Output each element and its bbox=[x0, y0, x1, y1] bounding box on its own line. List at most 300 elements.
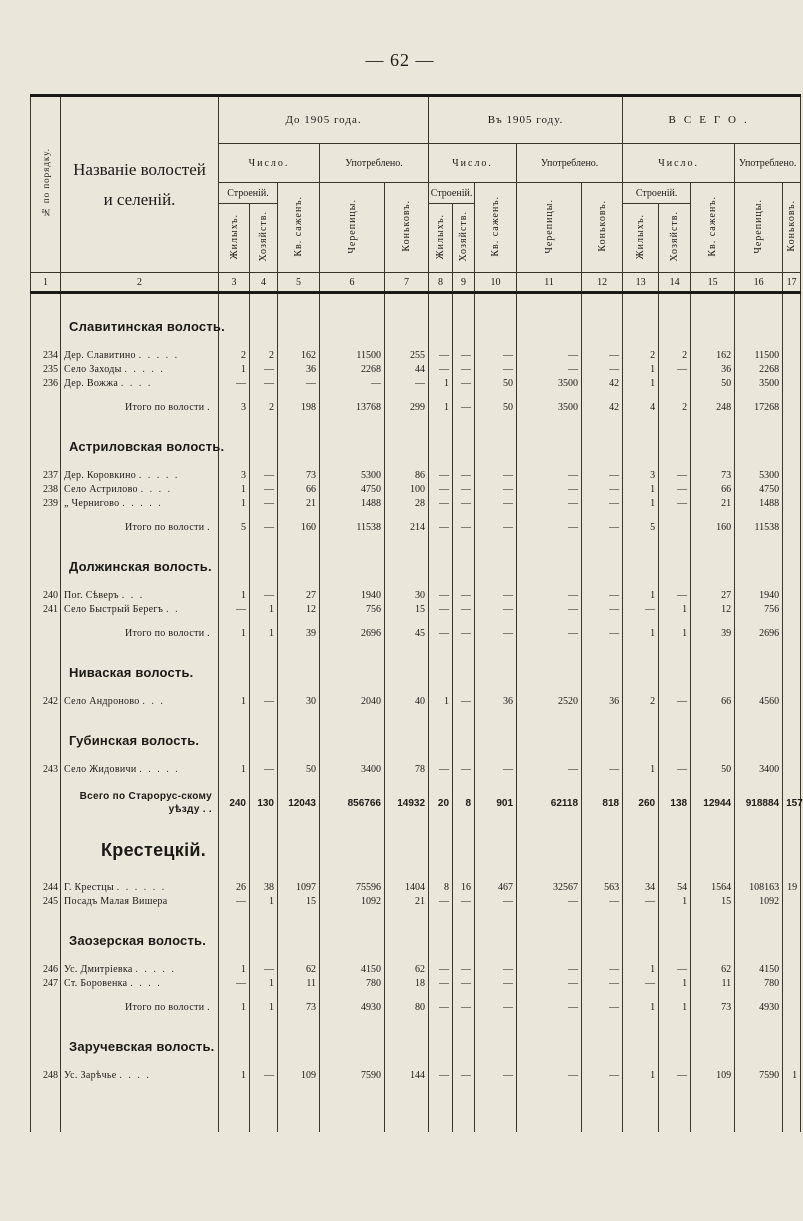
empty-cell bbox=[250, 820, 278, 830]
empty-cell bbox=[582, 1082, 623, 1132]
value-cell: — bbox=[517, 962, 582, 976]
empty-cell bbox=[783, 830, 801, 870]
value-cell: 11538 bbox=[320, 520, 385, 534]
value-cell: 2696 bbox=[735, 626, 783, 640]
spacer-row bbox=[31, 908, 801, 918]
value-cell: 1 bbox=[219, 626, 250, 640]
settlement-name bbox=[61, 762, 219, 776]
empty-cell bbox=[735, 534, 783, 544]
value-cell: 1 bbox=[250, 602, 278, 616]
empty-cell bbox=[735, 718, 783, 752]
value-cell: — bbox=[453, 626, 475, 640]
empty-cell bbox=[31, 338, 61, 348]
empty-cell bbox=[31, 293, 61, 305]
value-cell: — bbox=[475, 468, 517, 482]
empty-cell bbox=[385, 304, 429, 338]
empty-cell bbox=[250, 1058, 278, 1068]
table-row bbox=[31, 894, 801, 908]
empty-cell bbox=[691, 776, 735, 786]
column-number: 10 bbox=[475, 273, 517, 293]
empty-cell bbox=[582, 544, 623, 578]
empty-cell bbox=[453, 908, 475, 918]
value-cell: 11 bbox=[278, 976, 320, 990]
empty-cell bbox=[517, 752, 582, 762]
empty-cell bbox=[691, 424, 735, 458]
value-cell: 73 bbox=[278, 1000, 320, 1014]
settlement-name-text: Ус. Зарѣчье bbox=[64, 1069, 117, 1081]
empty-cell bbox=[691, 510, 735, 520]
empty-cell bbox=[278, 414, 320, 424]
empty-cell bbox=[429, 990, 453, 1000]
value-cell: 1 bbox=[429, 376, 453, 390]
value-cell: — bbox=[453, 348, 475, 362]
empty-cell bbox=[783, 752, 801, 762]
value-cell: — bbox=[659, 762, 691, 776]
settlement-name bbox=[61, 894, 219, 908]
empty-cell bbox=[31, 870, 61, 880]
empty-cell bbox=[278, 534, 320, 544]
empty-cell bbox=[429, 390, 453, 400]
empty-cell bbox=[61, 684, 219, 694]
volost-heading-row bbox=[31, 424, 801, 458]
empty-cell bbox=[278, 304, 320, 338]
row-index bbox=[31, 424, 61, 458]
empty-cell bbox=[320, 1024, 385, 1058]
empty-cell bbox=[320, 990, 385, 1000]
empty-cell bbox=[250, 640, 278, 650]
value-cell: 62 bbox=[385, 962, 429, 976]
settlement-name bbox=[61, 976, 219, 990]
value-cell: — bbox=[475, 496, 517, 510]
value-cell: 1 bbox=[219, 962, 250, 976]
empty-cell bbox=[385, 752, 429, 762]
value-cell: 14932 bbox=[385, 786, 429, 820]
value-cell: — bbox=[429, 894, 453, 908]
table-row bbox=[31, 762, 801, 776]
value-cell: 12043 bbox=[278, 786, 320, 820]
empty-cell bbox=[582, 650, 623, 684]
empty-cell bbox=[278, 908, 320, 918]
empty-cell bbox=[475, 1024, 517, 1058]
value-cell: 34 bbox=[623, 880, 659, 894]
leader-dots: . . . . bbox=[120, 377, 153, 389]
value-cell: 19 bbox=[783, 880, 801, 894]
empty-cell bbox=[453, 776, 475, 786]
empty-cell bbox=[623, 870, 659, 880]
value-cell: 1 bbox=[623, 376, 659, 390]
empty-cell bbox=[429, 293, 453, 305]
empty-cell bbox=[691, 293, 735, 305]
value-cell: — bbox=[517, 482, 582, 496]
value-cell: — bbox=[582, 1000, 623, 1014]
value-cell: — bbox=[429, 1068, 453, 1082]
column-number: 4 bbox=[250, 273, 278, 293]
konkov-header-1: Коньковъ. bbox=[385, 183, 429, 273]
volost-total-row bbox=[31, 400, 801, 414]
empty-cell bbox=[691, 684, 735, 694]
empty-cell bbox=[691, 640, 735, 650]
empty-cell bbox=[582, 458, 623, 468]
empty-cell bbox=[517, 338, 582, 348]
empty-cell bbox=[517, 510, 582, 520]
settlement-name bbox=[61, 962, 219, 976]
value-cell: — bbox=[453, 1000, 475, 1014]
empty-cell bbox=[691, 650, 735, 684]
empty-cell bbox=[250, 650, 278, 684]
value-cell: 299 bbox=[385, 400, 429, 414]
value-cell: 62 bbox=[691, 962, 735, 976]
empty-cell bbox=[61, 990, 219, 1000]
value-cell: 1564 bbox=[691, 880, 735, 894]
empty-cell bbox=[691, 1082, 735, 1132]
settlement-name bbox=[61, 602, 219, 616]
empty-cell bbox=[783, 544, 801, 578]
empty-cell bbox=[783, 424, 801, 458]
empty-cell bbox=[475, 918, 517, 952]
empty-cell bbox=[429, 510, 453, 520]
value-cell: 11500 bbox=[735, 348, 783, 362]
column-numbers-row bbox=[31, 273, 801, 293]
empty-cell bbox=[219, 752, 250, 762]
empty-cell bbox=[475, 1082, 517, 1132]
table-row bbox=[31, 976, 801, 990]
khozyaistv-header-2: Хозяйств. bbox=[453, 204, 475, 273]
empty-cell bbox=[320, 414, 385, 424]
empty-cell bbox=[219, 776, 250, 786]
value-cell: — bbox=[250, 588, 278, 602]
spacer-row bbox=[31, 990, 801, 1000]
empty-cell bbox=[278, 640, 320, 650]
empty-cell bbox=[385, 990, 429, 1000]
value-cell: 73 bbox=[691, 1000, 735, 1014]
value-cell: 1 bbox=[219, 1000, 250, 1014]
upotrebleno-header-3: Употреблено. bbox=[735, 144, 801, 183]
value-cell: — bbox=[429, 520, 453, 534]
empty-cell bbox=[691, 718, 735, 752]
empty-cell bbox=[429, 650, 453, 684]
spacer-row bbox=[31, 616, 801, 626]
empty-cell bbox=[783, 1082, 801, 1132]
table-row bbox=[31, 588, 801, 602]
empty-cell bbox=[385, 414, 429, 424]
spacer-row bbox=[31, 293, 801, 305]
empty-cell bbox=[61, 458, 219, 468]
group-total: ВСЕГО. bbox=[623, 96, 801, 144]
empty-cell bbox=[659, 684, 691, 694]
empty-cell bbox=[453, 458, 475, 468]
value-cell: — bbox=[582, 588, 623, 602]
empty-cell bbox=[475, 1058, 517, 1068]
empty-cell bbox=[623, 414, 659, 424]
empty-cell bbox=[61, 776, 219, 786]
row-index bbox=[31, 400, 61, 414]
empty-cell bbox=[582, 578, 623, 588]
empty-cell bbox=[320, 616, 385, 626]
empty-cell bbox=[783, 414, 801, 424]
empty-cell bbox=[783, 1024, 801, 1058]
value-cell: 62 bbox=[278, 962, 320, 976]
empty-cell bbox=[219, 820, 250, 830]
empty-cell bbox=[250, 918, 278, 952]
value-cell: — bbox=[453, 1068, 475, 1082]
empty-cell bbox=[453, 684, 475, 694]
empty-cell bbox=[385, 616, 429, 626]
value-cell: — bbox=[429, 588, 453, 602]
value-cell: — bbox=[582, 496, 623, 510]
spacer-row bbox=[31, 534, 801, 544]
value-cell: 780 bbox=[735, 976, 783, 990]
empty-cell bbox=[250, 616, 278, 626]
value-cell: — bbox=[475, 362, 517, 376]
value-cell: 1 bbox=[623, 1068, 659, 1082]
empty-cell bbox=[61, 708, 219, 718]
value-cell bbox=[783, 348, 801, 362]
empty-cell bbox=[735, 304, 783, 338]
value-cell bbox=[783, 362, 801, 376]
empty-cell bbox=[475, 820, 517, 830]
value-cell: — bbox=[250, 376, 278, 390]
empty-cell bbox=[320, 870, 385, 880]
empty-cell bbox=[517, 458, 582, 468]
empty-cell bbox=[623, 534, 659, 544]
empty-cell bbox=[278, 650, 320, 684]
value-cell: 30 bbox=[278, 694, 320, 708]
empty-cell bbox=[385, 908, 429, 918]
value-cell: 50 bbox=[475, 400, 517, 414]
value-cell: 32567 bbox=[517, 880, 582, 894]
value-cell: 160 bbox=[691, 520, 735, 534]
settlement-name-text: Село Андроново bbox=[64, 695, 140, 707]
value-cell: 1 bbox=[623, 588, 659, 602]
value-cell: — bbox=[475, 976, 517, 990]
empty-cell bbox=[735, 544, 783, 578]
value-cell: 39 bbox=[278, 626, 320, 640]
value-cell: 1 bbox=[659, 976, 691, 990]
uezd-heading-row bbox=[31, 830, 801, 870]
empty-cell bbox=[623, 1082, 659, 1132]
value-cell: 13768 bbox=[320, 400, 385, 414]
volost-total-row bbox=[31, 1000, 801, 1014]
empty-cell bbox=[278, 390, 320, 400]
empty-cell bbox=[659, 990, 691, 1000]
empty-cell bbox=[31, 1014, 61, 1024]
table-row bbox=[31, 348, 801, 362]
empty-cell bbox=[278, 458, 320, 468]
value-cell: 1 bbox=[250, 626, 278, 640]
value-cell: 2696 bbox=[320, 626, 385, 640]
value-cell bbox=[783, 962, 801, 976]
value-cell: — bbox=[219, 894, 250, 908]
value-cell: 17268 bbox=[735, 400, 783, 414]
volost-total-row bbox=[31, 520, 801, 534]
value-cell: 15 bbox=[278, 894, 320, 908]
value-cell: — bbox=[659, 362, 691, 376]
empty-cell bbox=[582, 1024, 623, 1058]
empty-cell bbox=[517, 990, 582, 1000]
value-cell: — bbox=[475, 626, 517, 640]
value-cell: 12 bbox=[691, 602, 735, 616]
value-cell: 26 bbox=[219, 880, 250, 894]
empty-cell bbox=[517, 952, 582, 962]
value-cell: — bbox=[517, 362, 582, 376]
value-cell: — bbox=[582, 762, 623, 776]
cherepitsy-header-3: Черепицы. bbox=[735, 183, 783, 273]
empty-cell bbox=[320, 578, 385, 588]
empty-cell bbox=[659, 908, 691, 918]
value-cell: 1 bbox=[219, 1068, 250, 1082]
empty-cell bbox=[783, 616, 801, 626]
value-cell: 138 bbox=[659, 786, 691, 820]
value-cell: — bbox=[250, 762, 278, 776]
value-cell: 160 bbox=[278, 520, 320, 534]
empty-cell bbox=[61, 1082, 219, 1132]
empty-cell bbox=[517, 544, 582, 578]
value-cell: 18 bbox=[385, 976, 429, 990]
value-cell: — bbox=[429, 468, 453, 482]
leader-dots: . . . bbox=[121, 589, 145, 601]
empty-cell bbox=[453, 820, 475, 830]
value-cell: — bbox=[429, 626, 453, 640]
empty-cell bbox=[219, 293, 250, 305]
stroeniy-header-1: Строеній. bbox=[219, 183, 278, 204]
empty-cell bbox=[385, 830, 429, 870]
value-cell: 1097 bbox=[278, 880, 320, 894]
volost-heading-row bbox=[31, 544, 801, 578]
grand-total-row bbox=[31, 786, 801, 820]
empty-cell bbox=[517, 820, 582, 830]
value-cell: — bbox=[429, 962, 453, 976]
value-cell: — bbox=[250, 520, 278, 534]
empty-cell bbox=[250, 338, 278, 348]
chislo-header-3: Число. bbox=[623, 144, 735, 183]
value-cell: 1488 bbox=[320, 496, 385, 510]
empty-cell bbox=[659, 424, 691, 458]
empty-cell bbox=[278, 616, 320, 626]
empty-cell bbox=[453, 414, 475, 424]
value-cell bbox=[783, 376, 801, 390]
value-cell: 818 bbox=[582, 786, 623, 820]
empty-cell bbox=[278, 830, 320, 870]
value-cell: — bbox=[453, 400, 475, 414]
empty-cell bbox=[385, 776, 429, 786]
empty-cell bbox=[31, 640, 61, 650]
empty-cell bbox=[475, 458, 517, 468]
value-cell: 15 bbox=[691, 894, 735, 908]
empty-cell bbox=[429, 534, 453, 544]
empty-cell bbox=[429, 952, 453, 962]
value-cell: 1 bbox=[219, 496, 250, 510]
empty-cell bbox=[429, 544, 453, 578]
value-cell: 2520 bbox=[517, 694, 582, 708]
value-cell bbox=[783, 400, 801, 414]
empty-cell bbox=[385, 578, 429, 588]
value-cell: 2 bbox=[659, 400, 691, 414]
value-cell: — bbox=[517, 496, 582, 510]
empty-cell bbox=[517, 650, 582, 684]
value-cell: — bbox=[517, 468, 582, 482]
empty-cell bbox=[691, 820, 735, 830]
name-header-line-2: и селеній. bbox=[103, 189, 176, 209]
row-index bbox=[31, 650, 61, 684]
empty-cell bbox=[517, 718, 582, 752]
empty-cell bbox=[453, 338, 475, 348]
volost-name: Славитинская волость. bbox=[61, 304, 219, 338]
table-row bbox=[31, 482, 801, 496]
empty-cell bbox=[61, 870, 219, 880]
value-cell bbox=[783, 694, 801, 708]
value-cell: 54 bbox=[659, 880, 691, 894]
value-cell: 918884 bbox=[735, 786, 783, 820]
empty-cell bbox=[659, 776, 691, 786]
empty-cell bbox=[582, 616, 623, 626]
empty-cell bbox=[61, 338, 219, 348]
value-cell: — bbox=[278, 376, 320, 390]
value-cell: 3 bbox=[623, 468, 659, 482]
value-cell bbox=[783, 894, 801, 908]
value-cell: 4750 bbox=[735, 482, 783, 496]
empty-cell bbox=[453, 918, 475, 952]
empty-cell bbox=[219, 684, 250, 694]
spacer-row bbox=[31, 390, 801, 400]
value-cell: 36 bbox=[475, 694, 517, 708]
empty-cell bbox=[735, 820, 783, 830]
value-cell: — bbox=[453, 468, 475, 482]
empty-cell bbox=[735, 908, 783, 918]
empty-cell bbox=[250, 718, 278, 752]
empty-cell bbox=[659, 820, 691, 830]
value-cell: 130 bbox=[250, 786, 278, 820]
empty-cell bbox=[385, 1058, 429, 1068]
empty-cell bbox=[691, 544, 735, 578]
empty-cell bbox=[783, 708, 801, 718]
empty-cell bbox=[735, 640, 783, 650]
empty-cell bbox=[735, 390, 783, 400]
empty-cell bbox=[783, 918, 801, 952]
empty-cell bbox=[659, 718, 691, 752]
volost-heading-row bbox=[31, 1024, 801, 1058]
empty-cell bbox=[453, 424, 475, 458]
empty-cell bbox=[61, 578, 219, 588]
empty-cell bbox=[623, 458, 659, 468]
empty-cell bbox=[691, 990, 735, 1000]
empty-cell bbox=[250, 293, 278, 305]
empty-cell bbox=[623, 752, 659, 762]
spacer-row bbox=[31, 1014, 801, 1024]
empty-cell bbox=[320, 952, 385, 962]
empty-cell bbox=[623, 338, 659, 348]
empty-cell bbox=[320, 918, 385, 952]
value-cell: — bbox=[582, 520, 623, 534]
empty-cell bbox=[31, 510, 61, 520]
empty-cell bbox=[61, 293, 219, 305]
empty-cell bbox=[475, 708, 517, 718]
empty-cell bbox=[475, 304, 517, 338]
value-cell: — bbox=[429, 362, 453, 376]
value-cell: — bbox=[475, 962, 517, 976]
empty-cell bbox=[61, 1014, 219, 1024]
value-cell: — bbox=[475, 588, 517, 602]
empty-cell bbox=[453, 718, 475, 752]
value-cell: — bbox=[659, 468, 691, 482]
value-cell: — bbox=[659, 496, 691, 510]
empty-cell bbox=[475, 830, 517, 870]
value-cell: — bbox=[582, 468, 623, 482]
empty-cell bbox=[385, 424, 429, 458]
table-row bbox=[31, 602, 801, 616]
zhilykh-header-2: Жилыхъ. bbox=[429, 204, 453, 273]
table-row bbox=[31, 468, 801, 482]
table-row bbox=[31, 362, 801, 376]
